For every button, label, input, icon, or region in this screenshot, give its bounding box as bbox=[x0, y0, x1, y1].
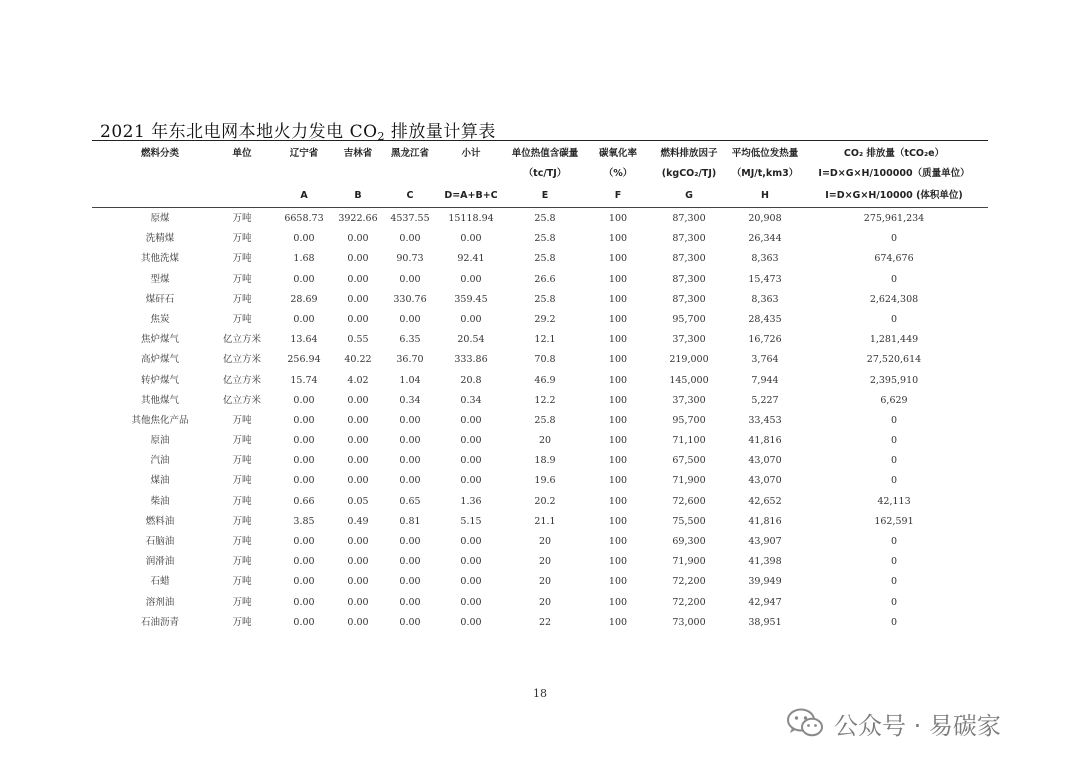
header-cell: I=D×G×H/10000 (体积单位) bbox=[825, 190, 963, 201]
table-cell: 2,624,308 bbox=[869, 293, 919, 305]
table-cell: 42,947 bbox=[748, 596, 782, 608]
table-cell: 0.00 bbox=[399, 616, 421, 628]
table-cell: 亿立方米 bbox=[222, 394, 261, 406]
table-cell: 0.00 bbox=[399, 273, 421, 285]
table-cell: 20 bbox=[538, 536, 552, 547]
table-cell: 煤矸石 bbox=[145, 293, 175, 305]
table-cell: 0.00 bbox=[399, 576, 421, 588]
table-cell: 1.36 bbox=[460, 495, 482, 507]
table-cell: 0.00 bbox=[293, 596, 315, 608]
header-cell: 燃料排放因子 bbox=[660, 148, 718, 159]
table-cell: 万吨 bbox=[232, 253, 252, 265]
table-cell: 万吨 bbox=[232, 455, 252, 467]
table-cell: 万吨 bbox=[232, 515, 252, 527]
header-cell: 吉林省 bbox=[343, 148, 373, 159]
table-row bbox=[92, 229, 988, 249]
table-cell: 0.00 bbox=[347, 293, 369, 305]
table-cell: 100 bbox=[608, 253, 628, 265]
table-cell: 256.94 bbox=[287, 354, 321, 366]
table-cell: 67,500 bbox=[672, 455, 706, 467]
table-cell: 20.54 bbox=[457, 334, 485, 346]
table-cell: 72,200 bbox=[672, 596, 706, 608]
table-cell: 焦炭 bbox=[150, 313, 170, 325]
table-cell: 0.00 bbox=[347, 414, 369, 426]
table-cell: 0.00 bbox=[399, 556, 421, 568]
table-cell: 39,949 bbox=[748, 576, 782, 588]
table-cell: 1.04 bbox=[399, 374, 421, 386]
table-cell: 100 bbox=[608, 536, 628, 547]
table-cell: 71,900 bbox=[672, 475, 706, 487]
table-cell: 0 bbox=[890, 556, 898, 568]
table-cell: 0.00 bbox=[293, 313, 315, 325]
table-row bbox=[92, 572, 988, 592]
table-cell: 42,652 bbox=[748, 495, 782, 507]
header-cell: （MJ/t,km3） bbox=[731, 168, 799, 179]
table-cell: 100 bbox=[608, 576, 628, 588]
table-row bbox=[92, 330, 988, 350]
table-cell: 0 bbox=[890, 455, 898, 467]
table-cell: 0.00 bbox=[460, 616, 482, 628]
table-cell: 87,300 bbox=[672, 233, 706, 245]
table-row bbox=[92, 431, 988, 451]
table-cell: 万吨 bbox=[232, 414, 252, 426]
table-cell: 万吨 bbox=[232, 273, 252, 285]
table-cell: 0 bbox=[890, 435, 898, 447]
table-cell: 0.00 bbox=[347, 556, 369, 568]
table-cell: 6,629 bbox=[880, 394, 908, 406]
table-cell: 0.00 bbox=[347, 576, 369, 588]
table-row bbox=[92, 270, 988, 290]
table-cell: 万吨 bbox=[232, 616, 252, 628]
table-cell: 71,900 bbox=[672, 556, 706, 568]
header-cell: 辽宁省 bbox=[289, 148, 319, 159]
table-cell: 6.35 bbox=[399, 334, 421, 346]
table-row bbox=[92, 451, 988, 471]
table-cell: 1,281,449 bbox=[869, 334, 919, 346]
table-cell: 20.8 bbox=[460, 374, 482, 386]
table-cell: 润滑油 bbox=[145, 556, 175, 568]
table-cell: 万吨 bbox=[232, 576, 252, 588]
table-cell: 13.64 bbox=[290, 334, 318, 346]
header-cell: CO₂ 排放量（tCO₂e） bbox=[843, 148, 945, 159]
table-cell: 25.8 bbox=[534, 213, 556, 224]
table-cell: 0.00 bbox=[347, 435, 369, 447]
table-cell: 0.00 bbox=[399, 455, 421, 467]
table-cell: 0.05 bbox=[347, 495, 369, 507]
header-cell: H bbox=[761, 190, 769, 201]
table-cell: 0.00 bbox=[460, 455, 482, 467]
table-cell: 2,395,910 bbox=[869, 374, 919, 386]
table-cell: 0.00 bbox=[399, 475, 421, 487]
table-cell: 26.6 bbox=[534, 273, 556, 285]
table-cell: 75,500 bbox=[672, 515, 706, 527]
table-cell: 15,473 bbox=[748, 273, 782, 285]
table-cell: 7,944 bbox=[751, 374, 779, 386]
table-row bbox=[92, 249, 988, 269]
table-row bbox=[92, 532, 988, 552]
table-cell: 25.8 bbox=[534, 253, 556, 265]
table-row bbox=[92, 552, 988, 572]
table-row bbox=[92, 391, 988, 411]
table-row bbox=[92, 310, 988, 330]
table-cell: 高炉煤气 bbox=[140, 354, 179, 366]
header-row-2 bbox=[92, 165, 988, 183]
table-cell: 69,300 bbox=[672, 536, 706, 547]
table-cell: 0.00 bbox=[293, 455, 315, 467]
table-cell: 28.69 bbox=[290, 293, 318, 305]
table-cell: 100 bbox=[608, 435, 628, 447]
header-row-3 bbox=[92, 187, 988, 205]
table-cell: 29.2 bbox=[534, 313, 556, 325]
header-cell: 单位 bbox=[232, 148, 252, 159]
title-suffix: 排放量计算表 bbox=[385, 122, 496, 142]
table-cell: 22 bbox=[538, 616, 552, 628]
table-cell: 石蜡 bbox=[150, 576, 170, 588]
table-cell: 41,816 bbox=[748, 435, 782, 447]
table-row bbox=[92, 350, 988, 370]
table-cell: 87,300 bbox=[672, 213, 706, 224]
table-cell: 0.00 bbox=[399, 435, 421, 447]
table-cell: 0.00 bbox=[399, 596, 421, 608]
table-cell: 41,816 bbox=[748, 515, 782, 527]
table-cell: 0.00 bbox=[460, 273, 482, 285]
table-row bbox=[92, 613, 988, 633]
table-cell: 0.49 bbox=[347, 515, 369, 527]
header-cell: C bbox=[406, 190, 414, 201]
table-cell: 20 bbox=[538, 435, 552, 447]
table-cell: 万吨 bbox=[232, 556, 252, 568]
table-cell: 19.6 bbox=[534, 475, 556, 487]
table-cell: 3.85 bbox=[293, 515, 315, 527]
table-cell: 43,070 bbox=[748, 455, 782, 467]
table-row bbox=[92, 492, 988, 512]
table-row bbox=[92, 371, 988, 391]
table-cell: 其他焦化产品 bbox=[131, 414, 189, 426]
header-cell: E bbox=[541, 190, 549, 201]
table-cell: 亿立方米 bbox=[222, 334, 261, 346]
table-cell: 100 bbox=[608, 515, 628, 527]
table-cell: 万吨 bbox=[232, 233, 252, 245]
header-row-1 bbox=[92, 145, 988, 163]
table-cell: 145,000 bbox=[669, 374, 709, 386]
table-cell: 46.9 bbox=[534, 374, 556, 386]
table-cell: 4537.55 bbox=[390, 213, 430, 224]
table-cell: 0.00 bbox=[460, 313, 482, 325]
header-cell: B bbox=[354, 190, 362, 201]
table-cell: 100 bbox=[608, 334, 628, 346]
table-cell: 0 bbox=[890, 414, 898, 426]
table-cell: 219,000 bbox=[669, 354, 709, 366]
table-cell: 25.8 bbox=[534, 293, 556, 305]
table-cell: 万吨 bbox=[232, 596, 252, 608]
table-cell: 95,700 bbox=[672, 414, 706, 426]
table-cell: 0.00 bbox=[399, 233, 421, 245]
table-cell: 20.2 bbox=[534, 495, 556, 507]
table-cell: 87,300 bbox=[672, 253, 706, 265]
table-cell: 0.00 bbox=[347, 536, 369, 547]
table-cell: 36.70 bbox=[396, 354, 424, 366]
table-cell: 0.66 bbox=[293, 495, 315, 507]
table-cell: 5,227 bbox=[751, 394, 779, 406]
table-cell: 0.34 bbox=[399, 394, 421, 406]
table-cell: 柴油 bbox=[150, 495, 170, 507]
table-cell: 5.15 bbox=[460, 515, 482, 527]
title-prefix: 2021 年东北电网本地火力发电 CO bbox=[100, 122, 378, 142]
table-cell: 0.00 bbox=[293, 475, 315, 487]
table-cell: 33,453 bbox=[748, 414, 782, 426]
table-cell: 溶剂油 bbox=[145, 596, 175, 608]
table-cell: 0.00 bbox=[293, 556, 315, 568]
table-cell: 333.86 bbox=[454, 354, 488, 366]
table-cell: 0.00 bbox=[293, 616, 315, 628]
table-cell: 0.00 bbox=[399, 313, 421, 325]
table-cell: 石油沥青 bbox=[140, 616, 179, 628]
table-cell: 0 bbox=[890, 536, 898, 547]
table-cell: 煤油 bbox=[150, 475, 170, 487]
header-cell: （%） bbox=[603, 168, 633, 179]
table-cell: 87,300 bbox=[672, 293, 706, 305]
table-cell: 洗精煤 bbox=[145, 233, 175, 245]
table-cell: 15118.94 bbox=[448, 213, 494, 224]
table-cell: 0 bbox=[890, 233, 898, 245]
table-cell: 100 bbox=[608, 273, 628, 285]
table-cell: 100 bbox=[608, 596, 628, 608]
table-cell: 0.00 bbox=[460, 414, 482, 426]
table-cell: 40.22 bbox=[344, 354, 372, 366]
table-cell: 12.2 bbox=[534, 394, 556, 406]
table-cell: 0 bbox=[890, 313, 898, 325]
table-cell: 其他煤气 bbox=[140, 394, 179, 406]
table-cell: 原油 bbox=[150, 435, 170, 447]
table-cell: 20,908 bbox=[748, 213, 782, 224]
table-cell: 0.00 bbox=[347, 596, 369, 608]
table-cell: 0.00 bbox=[347, 475, 369, 487]
table-cell: 0.65 bbox=[399, 495, 421, 507]
table-cell: 100 bbox=[608, 313, 628, 325]
table-cell: 100 bbox=[608, 616, 628, 628]
table-cell: 亿立方米 bbox=[222, 354, 261, 366]
table-row bbox=[92, 209, 988, 229]
table-cell: 92.41 bbox=[457, 253, 485, 265]
table-cell: 21.1 bbox=[534, 515, 556, 527]
table-cell: 100 bbox=[608, 374, 628, 386]
table-cell: 0.00 bbox=[460, 435, 482, 447]
table-cell: 330.76 bbox=[393, 293, 427, 305]
table-cell: 41,398 bbox=[748, 556, 782, 568]
table-cell: 37,300 bbox=[672, 394, 706, 406]
table-cell: 100 bbox=[608, 233, 628, 245]
table-cell: 20 bbox=[538, 556, 552, 568]
table-cell: 25.8 bbox=[534, 233, 556, 245]
table-cell: 汽油 bbox=[150, 455, 170, 467]
table-cell: 0.00 bbox=[347, 233, 369, 245]
table-cell: 3,764 bbox=[751, 354, 779, 366]
header-cell: 平均低位发热量 bbox=[731, 148, 799, 159]
table-row bbox=[92, 411, 988, 431]
table-cell: 0.00 bbox=[347, 394, 369, 406]
table-cell: 1.68 bbox=[293, 253, 315, 265]
table-cell: 0 bbox=[890, 273, 898, 285]
table-cell: 0.00 bbox=[293, 394, 315, 406]
table-cell: 万吨 bbox=[232, 495, 252, 507]
table-cell: 石脑油 bbox=[145, 536, 175, 547]
table-cell: 70.8 bbox=[534, 354, 556, 366]
table-cell: 6658.73 bbox=[284, 213, 324, 224]
table-cell: 0.00 bbox=[293, 273, 315, 285]
table-cell: 0 bbox=[890, 596, 898, 608]
header-cell: G bbox=[685, 190, 693, 201]
table-cell: 16,726 bbox=[748, 334, 782, 346]
table-cell: 37,300 bbox=[672, 334, 706, 346]
table-cell: 0.00 bbox=[293, 536, 315, 547]
table-cell: 38,951 bbox=[748, 616, 782, 628]
table-cell: 3922.66 bbox=[338, 213, 378, 224]
table-cell: 原煤 bbox=[150, 213, 170, 224]
table-cell: 亿立方米 bbox=[222, 374, 261, 386]
table-cell: 20 bbox=[538, 576, 552, 588]
table-top-rule bbox=[92, 140, 988, 141]
header-cell: （tc/TJ） bbox=[523, 168, 567, 179]
table-cell: 万吨 bbox=[232, 313, 252, 325]
header-cell: F bbox=[614, 190, 622, 201]
table-cell: 100 bbox=[608, 394, 628, 406]
table-cell: 万吨 bbox=[232, 293, 252, 305]
table-row bbox=[92, 471, 988, 491]
header-bottom-rule bbox=[92, 207, 988, 208]
table-cell: 100 bbox=[608, 414, 628, 426]
table-cell: 18.9 bbox=[534, 455, 556, 467]
table-cell: 0.00 bbox=[347, 273, 369, 285]
table-cell: 12.1 bbox=[534, 334, 556, 346]
header-cell: 单位热值含碳量 bbox=[511, 148, 579, 159]
table-cell: 100 bbox=[608, 556, 628, 568]
header-cell: 小计 bbox=[461, 148, 481, 159]
table-cell: 0.00 bbox=[293, 414, 315, 426]
table-cell: 100 bbox=[608, 354, 628, 366]
table-cell: 359.45 bbox=[454, 293, 488, 305]
watermark bbox=[786, 705, 1001, 741]
table-cell: 100 bbox=[608, 293, 628, 305]
table-cell: 72,600 bbox=[672, 495, 706, 507]
table-cell: 0.00 bbox=[293, 435, 315, 447]
table-cell: 0 bbox=[890, 576, 898, 588]
table-cell: 0.00 bbox=[460, 556, 482, 568]
table-cell: 燃料油 bbox=[145, 515, 175, 527]
table-cell: 20 bbox=[538, 596, 552, 608]
table-cell: 15.74 bbox=[290, 374, 318, 386]
table-cell: 万吨 bbox=[232, 435, 252, 447]
page-number: 18 bbox=[533, 687, 547, 700]
header-cell: A bbox=[300, 190, 308, 201]
table-cell: 43,070 bbox=[748, 475, 782, 487]
header-cell: 碳氧化率 bbox=[598, 148, 637, 159]
table-cell: 42,113 bbox=[877, 495, 911, 507]
table-cell: 100 bbox=[608, 475, 628, 487]
table-cell: 0.00 bbox=[293, 233, 315, 245]
table-cell: 72,200 bbox=[672, 576, 706, 588]
table-cell: 90.73 bbox=[396, 253, 424, 265]
header-cell: D=A+B+C bbox=[444, 190, 498, 201]
table-cell: 0.00 bbox=[347, 616, 369, 628]
table-cell: 0.81 bbox=[399, 515, 421, 527]
table-cell: 162,591 bbox=[874, 515, 914, 527]
table-body bbox=[92, 209, 988, 633]
table-cell: 0.00 bbox=[347, 313, 369, 325]
table-cell: 0.00 bbox=[460, 475, 482, 487]
table-cell: 型煤 bbox=[150, 273, 170, 285]
table-cell: 0 bbox=[890, 475, 898, 487]
table-cell: 0.55 bbox=[347, 334, 369, 346]
table-cell: 0.00 bbox=[460, 233, 482, 245]
table-cell: 26,344 bbox=[748, 233, 782, 245]
table-cell: 4.02 bbox=[347, 374, 369, 386]
table-cell: 27,520,614 bbox=[866, 354, 922, 366]
table-cell: 0.00 bbox=[399, 414, 421, 426]
table-cell: 0.00 bbox=[399, 536, 421, 547]
table-cell: 71,100 bbox=[672, 435, 706, 447]
table-cell: 转炉煤气 bbox=[140, 374, 179, 386]
table-cell: 万吨 bbox=[232, 213, 252, 224]
table-cell: 100 bbox=[608, 495, 628, 507]
title-subscript: 2 bbox=[377, 130, 386, 143]
header-cell: 黑龙江省 bbox=[390, 148, 429, 159]
table-cell: 28,435 bbox=[748, 313, 782, 325]
table-cell: 100 bbox=[608, 455, 628, 467]
table-cell: 0.00 bbox=[460, 596, 482, 608]
header-cell: I=D×G×H/100000（质量单位） bbox=[818, 168, 970, 179]
table-cell: 95,700 bbox=[672, 313, 706, 325]
table-cell: 万吨 bbox=[232, 475, 252, 487]
table-cell: 25.8 bbox=[534, 414, 556, 426]
table-cell: 0.00 bbox=[347, 253, 369, 265]
table-cell: 0.00 bbox=[460, 576, 482, 588]
table-cell: 其他洗煤 bbox=[140, 253, 179, 265]
table-cell: 8,363 bbox=[751, 293, 779, 305]
table-cell: 0.00 bbox=[460, 536, 482, 547]
table-cell: 0.34 bbox=[460, 394, 482, 406]
table-cell: 焦炉煤气 bbox=[140, 334, 179, 346]
table-cell: 73,000 bbox=[672, 616, 706, 628]
table-cell: 万吨 bbox=[232, 536, 252, 547]
table-cell: 100 bbox=[608, 213, 628, 224]
table-cell: 0.00 bbox=[293, 576, 315, 588]
table-row bbox=[92, 290, 988, 310]
header-cell: (kgCO₂/TJ) bbox=[661, 168, 717, 179]
table-cell: 0.00 bbox=[347, 455, 369, 467]
watermark-text: 公众号 · 易碳家 bbox=[834, 711, 1001, 740]
table-row bbox=[92, 593, 988, 613]
table-cell: 87,300 bbox=[672, 273, 706, 285]
table-row bbox=[92, 512, 988, 532]
table-cell: 275,961,234 bbox=[863, 213, 925, 224]
table-cell: 43,907 bbox=[748, 536, 782, 547]
table-cell: 8,363 bbox=[751, 253, 779, 265]
table-cell: 674,676 bbox=[874, 253, 914, 265]
wechat-icon bbox=[786, 708, 824, 738]
header-cell: 燃料分类 bbox=[140, 148, 179, 159]
table-cell: 0 bbox=[890, 616, 898, 628]
